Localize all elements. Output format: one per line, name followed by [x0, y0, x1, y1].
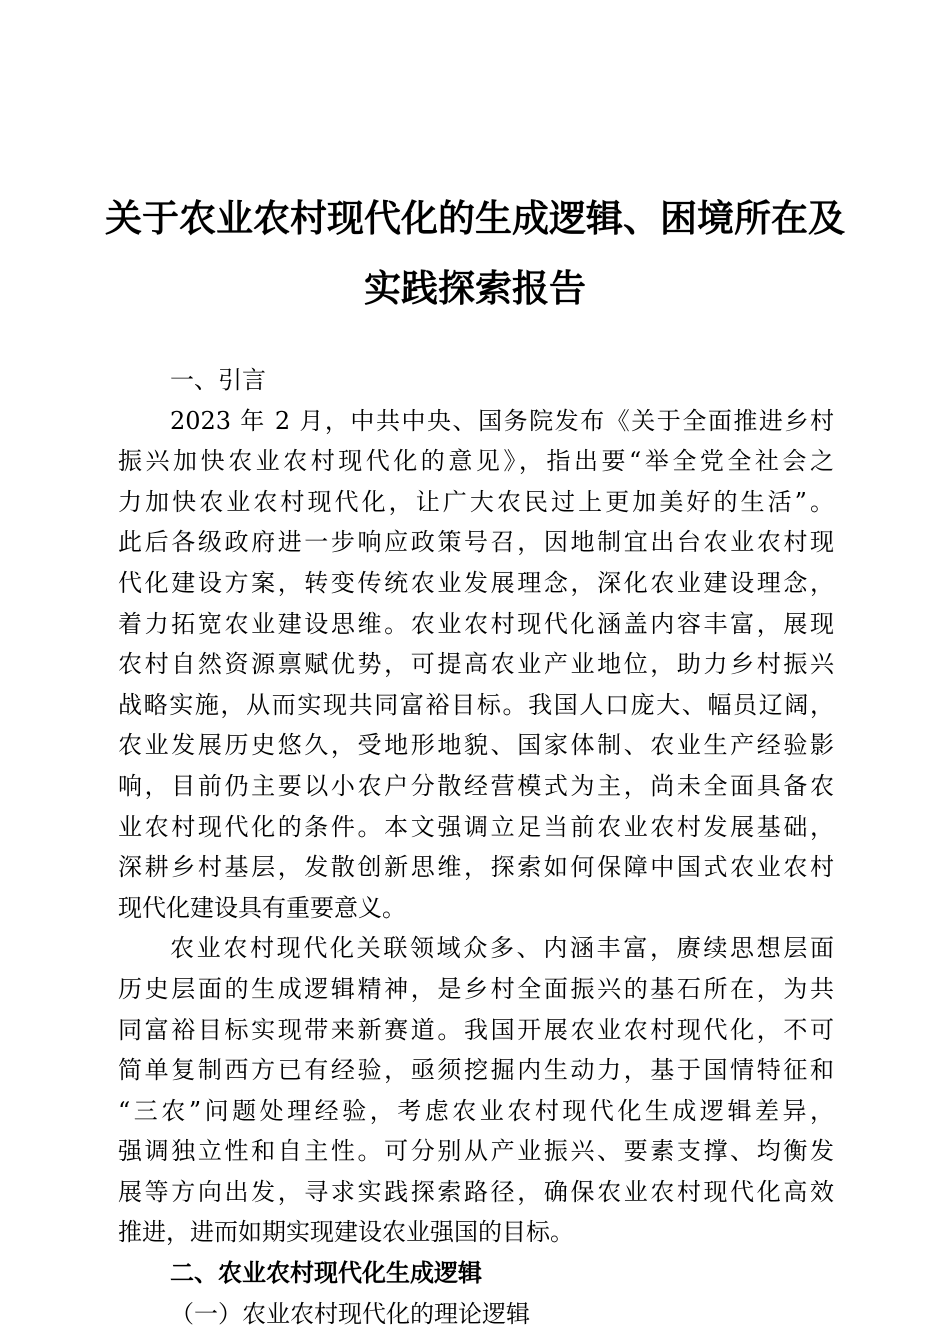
document-title-line-2: 实践探索报告	[364, 266, 586, 310]
paragraph-2-line: 同富裕目标实现带来新赛道。我国开展农业农村现代化，不可	[118, 1015, 834, 1044]
paragraph-1-line: 响，目前仍主要以小农户分散经营模式为主，尚未全面具备农	[118, 771, 834, 800]
paragraph-2-line: 推进，进而如期实现建设农业强国的目标。	[118, 1218, 574, 1247]
paragraph-2-line: “三农”问题处理经验，考虑农业农村现代化生成逻辑差异，	[118, 1096, 834, 1125]
paragraph-1-line: 2023 年 2 月，中共中央、国务院发布《关于全面推进乡村	[170, 406, 834, 435]
section-heading-introduction: 一、引言	[170, 366, 266, 394]
paragraph-1-line: 振兴加快农业农村现代化的意见》，指出要“举全党全社会之	[118, 447, 834, 476]
document-title-line-1: 关于农业农村现代化的生成逻辑、困境所在及	[105, 196, 845, 240]
paragraph-1-line: 深耕乡村基层，发散创新思维，探索如何保障中国式农业农村	[118, 853, 834, 882]
paragraph-1-line: 力加快农业农村现代化，让广大农民过上更加美好的生活”。	[118, 487, 834, 516]
paragraph-2-line: 强调独立性和自主性。可分别从产业振兴、要素支撑、均衡发	[118, 1137, 834, 1166]
paragraph-1-line: 代化建设方案，转变传统农业发展理念，深化农业建设理念，	[118, 568, 834, 597]
document-body	[118, 360, 834, 1334]
paragraph-1-line: 此后各级政府进一步响应政策号召，因地制宜出台农业农村现	[118, 528, 834, 557]
paragraph-2	[118, 928, 834, 1253]
paragraph-2-line: 农业农村现代化关联领域众多、内涵丰富，赓续思想层面	[170, 934, 834, 963]
paragraph-1-line: 战略实施，从而实现共同富裕目标。我国人口庞大、幅员辽阔，	[118, 690, 834, 719]
section-heading-generation-logic: 二、农业农村现代化生成逻辑	[170, 1259, 482, 1288]
paragraph-1-line: 农业发展历史悠久，受地形地貌、国家体制、农业生产经验影	[118, 731, 834, 760]
subsection-heading-theoretical-logic: （一）农业农村现代化的理论逻辑	[170, 1299, 530, 1328]
paragraph-1-line: 农村自然资源禀赋优势，可提高农业产业地位，助力乡村振兴	[118, 650, 834, 679]
paragraph-2-line: 简单复制西方已有经验，亟须挖掘内生动力，基于国情特征和	[118, 1056, 834, 1085]
paragraph-1-line: 现代化建设具有重要意义。	[118, 893, 406, 922]
paragraph-2-line: 历史层面的生成逻辑精神，是乡村全面振兴的基石所在，为共	[118, 974, 834, 1003]
paragraph-2-line: 展等方向出发，寻求实践探索路径，确保农业农村现代化高效	[118, 1177, 834, 1206]
paragraph-1	[118, 401, 834, 929]
paragraph-1-line: 着力拓宽农业建设思维。农业农村现代化涵盖内容丰富，展现	[118, 609, 834, 638]
paragraph-1-line: 业农村现代化的条件。本文强调立足当前农业农村发展基础，	[118, 812, 834, 841]
